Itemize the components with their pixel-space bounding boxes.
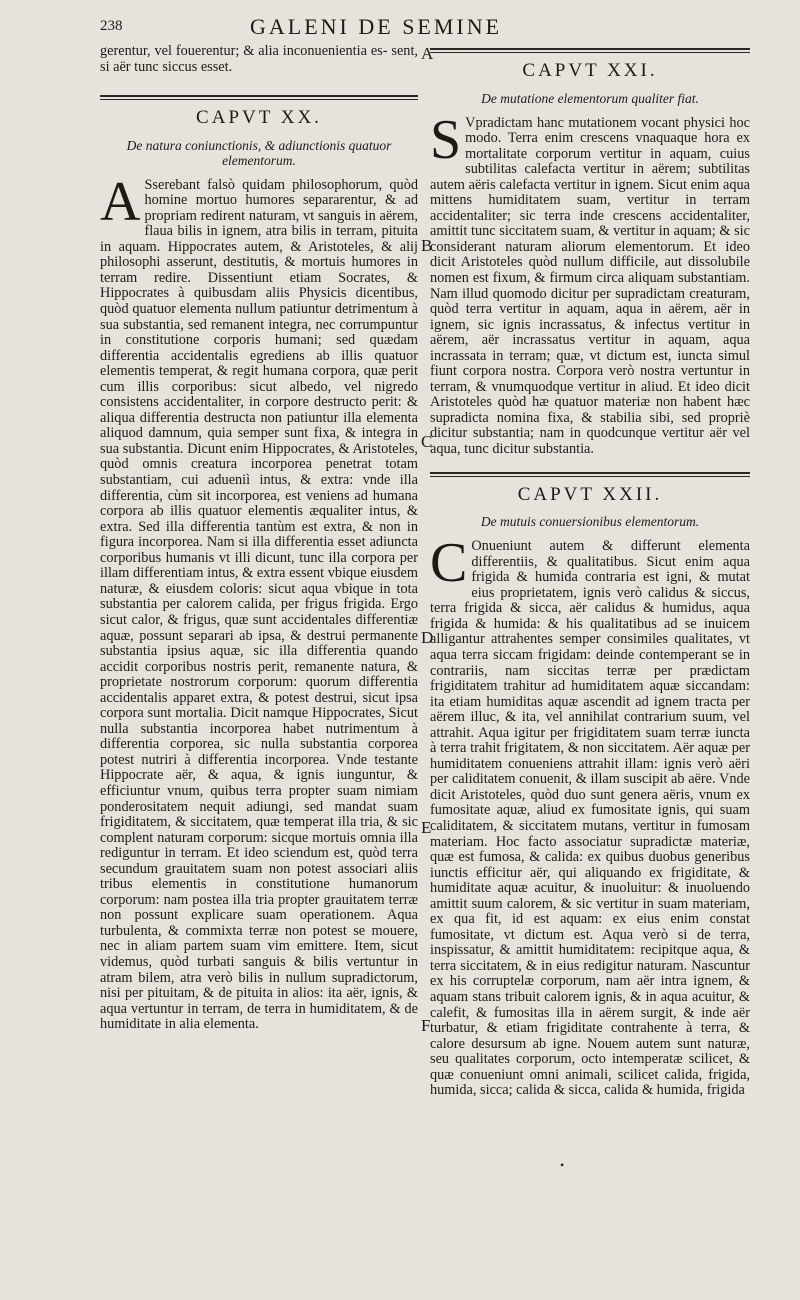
ornament-dot: •: [560, 1158, 565, 1172]
chapter-21-subtitle: De mutatione elementorum qualiter fiat.: [481, 90, 699, 106]
running-header: [100, 14, 730, 42]
margin-letter-c: C: [421, 432, 433, 451]
chapter-20-subtitle: De natura coniunctionis, & adiunctionis quatuor elementorum.: [126, 137, 392, 168]
margin-letter-e: E: [421, 818, 432, 837]
running-title: GALENI DE SEMINE: [250, 14, 503, 39]
chapter-rule: [100, 95, 418, 100]
right-column: [430, 44, 750, 1113]
page-number: 238: [100, 18, 123, 34]
chapter-20-heading: CAPVT XX.: [196, 107, 322, 129]
left-column: [100, 44, 418, 1047]
chapter-22-body: [430, 532, 750, 1099]
chapter-20-body: [100, 170, 418, 1033]
drop-cap: C: [430, 532, 468, 595]
drop-cap: S: [430, 108, 462, 171]
chapter-22-subtitle: De mutuis conuersionibus elementorum.: [480, 514, 700, 530]
chapter-21-text: Vpradictam hanc mutationem vocant physici hoc modo. Terra enim crescens vnaquaque hora ex mortalitate corporum vertitur in aquam, cuius subtilitas calefacta vertitur in aërem; subtilitas autem aëris calefacta vertitur in ignem. Sicut enim aqua mittens humiditatem suam, vertitur in terram accidentaliter; sic terra inde crescens accidentaliter, amittit tunc siccitatem suam, & vertitur in aquam; & sic considerant naturam aliorum elementorum. Et ideo dicit Aristoteles quòd nullum difficile, aut dissolubile nomen est fixum, & firmum circa aliquam substantiam. Nam illud quomodo dicitur per supradictam creaturam, quòd terra vertitur in aquam, aqua in aërem, aër in ignem, sic ignis incrassatus, & infectus vertitur in aërem, aër incrassatus vertitur in aquam, aqua incrassata in terram; quæ, vt dictum est, iuncta simul fiunt corpora nostra. Corpora verò nostra vertuntur in terram, & vnumquodque vertitur in aliud. Et ideo dicit Aristoteles quòd hæ quatuor materiæ non habent hæc supradicta nomina fixa, & stabilia sibi, sed propriè dicitur substantia; nam in quodcunque vertitur aër vel aqua, tunc dicitur substantia.: [430, 114, 750, 458]
chapter-20-text: Sserebant falsò quidam philosophorum, quòd homine mortuo humores separarentur, & ad propriam redirent naturam, vt sanguis in aërem, flaua bilis in ignem, atra bilis in terram, pituita in aquam. Hippocrates autem, & Aristoteles, & alij philosophi asserunt, destitutis, & mortuis humores in terram redire. Dissentiunt etiam Socrates, & Hippocrates à quibusdam aliis Physicis dicentibus, quòd quatuor elementa nullum patiuntur detrimentum à sua substantia, sed remanent integra, nec corrumpuntur in constitutione corporis humani; sed quædam differentia accidentalis egrediens ab illis quatuor elementis temperat, & regit humana corpora, quæ perit cum illis corporibus: sicut albedo, vel nigredo consistens accidentaliter, in corpore destructo perit: & aliqua differentia destructa non patiuntur illa elementa aliquod damnum, quia semper sunt fixa, & integra in sua substantia. Dicunt enim Hippocrates, & Aristoteles, quòd omnis creatura incorporea penetrat totam substantiam, cui adueniì intus, & extra: vnde illa differentia, cùm sit incorporea, est veniens ad humana corpora ab illis quatuor elementis æqualiter intus, & extra. Sed illa differentia tantùm est extra, & non in figura incorporea. Nam si illa differentia esset adiuncta corporibus humanis vt illi dicunt, tunc illa corpora per illam differentiam intus, & extra essent vbique eiusdem naturæ, & eiusdem coloris: sicut aqua vbique in tota substantia per calorem calida, per frigus frigida. Ergo sicut calor, & frigus, quæ sunt accidentales differentiæ aquæ, possunt separari ab ipsa, & destrui permanente substantia ipsius aquæ, sic illa differentia quando accidit corporibus nostris perit, remanente natura, & proprietate nostrorum corporum: quorum differentia accidentalis apparet extra, & potest destrui, sicut ipsa corpora sunt mortalia. Dicit namque Hippocrates, Sicut nulla substantia incorporea habet nutrimentum à differentia corporea, sic nulla substantia corporea potest nutriri à differentia incorporea. Vnde testante Hippocrate aër, & aqua, & ignis iunguntur, & efficiuntur vnum, quibus terra propter suam nimiam ponderositatem nequit adiungi, sed mandat suam frigiditatem, & siccitatem, quæ temperat illa tria, & sic complent naturam corporum: sicque mortuis omnia illa rediguntur in terram. Et ideo sciendum est, quòd terra secundum grauitatem suam non potest associari aliis tribus elementis in constitutione humanorum corporum: nam postea illa tria propter grauitatem terræ non possunt explicare suam operationem. Aqua turbulenta, & commixta terræ non potest se mouere, nec in aliam partem suam vim emittere. Item, sicut videmus, quòd turbati sanguis & bilis vertuntur in atram bilem, atra verò bilis in nullum supradictorum, nisi per pituitam, & de pituita in alios: ita aër, ignis, & aqua vertuntur in terram, de terra in humiditatem, & de humiditate in alia elementa.: [100, 176, 418, 1033]
chapter-22-text: Onueniunt autem & differunt elementa differentiis, & qualitatibus. Sicut enim aqua frigida & humida contraria est igni, & mutat eius proprietatem, ignis verò calidus & siccus, terra frigida & sicca, aër calidus & humidus, aqua frigida & humida: & his qualitatibus ad se inuicem alligantur attrahentes semper consimiles qualitates, vt aqua terra siccam frigidam: deinde contemperant se in contrariis, nam siccitas terræ per prædictam frigiditatem trahitur ad humiditatem aquæ siccandam: ita etiam humiditas aquæ ascendit ad ignem tracta per aërem illuc, & ita, vel annihilat contrarium suum, vel attrahit. Aqua igitur per frigiditatem suam terræ iuncta à terra trahit frigitatem, & non siccitatem. Aër aquæ per humiditatem conueniens attrahit illam: ignis verò aëri per caliditatem conuenit, & illam suscipit ab aëre. Vnde dicit Aristoteles, quòd duo sunt genera aëris, vnum ex fumositate aquæ, aliud ex fumositate ignis, qui suam caliditatem, & siccitatem mutans, vertitur in fumosam materiam. Hoc facto associatur supradictæ materiæ, quæ est fumosa, & calida: ex quibus duobus generibus iunctis efficitur aër, qui aliquando ex frigiditate, & humiditate aquæ acuitur, & inuoluitur: & inuoluendo amittit suum calorem, & sic vertitur in suam materiam, ex qua fit, id est aquam: ex eius enim constat fumositate, vt dictum est. Aqua verò si de terra, inspissatur, & amittit humiditatem: recipitque aqua, & terra siccitatem, & in eius redigitur naturam. Nascuntur ex his corruptelæ corporum, nam aër intra ignem, & aquam stans tribuit calorem ignis, & in aqua acuitur, & calefit, & fumositas illa in aërem surgit, & inde aër turbatur, & etiam frigiditate contrahente à terra, & calore desursum ab igne. Nouem autem sunt naturæ, seu qualitates corporum, octo intemperatæ scilicet, & quæ conueniunt omni animali, scilicet calida, frigida, humida, sicca; calida & sicca, calida & humida, frigida: [430, 538, 750, 1099]
continuation-text: gerentur, vel fouerentur; & alia inconuenientia es- sent, si aër tunc siccus esset.: [100, 43, 418, 75]
margin-letter-d: D: [421, 628, 434, 647]
chapter-rule: [430, 472, 750, 477]
drop-cap: A: [100, 170, 141, 233]
margin-letter-a: A: [421, 44, 434, 63]
margin-letter-f: F: [421, 1016, 431, 1035]
chapter-rule: [430, 48, 750, 53]
chapter-21-heading: CAPVT XXI.: [522, 60, 658, 81]
chapter-22-heading: CAPVT XXII.: [517, 483, 663, 505]
margin-letter-b: B: [421, 236, 433, 255]
chapter-21-body: [430, 108, 750, 458]
